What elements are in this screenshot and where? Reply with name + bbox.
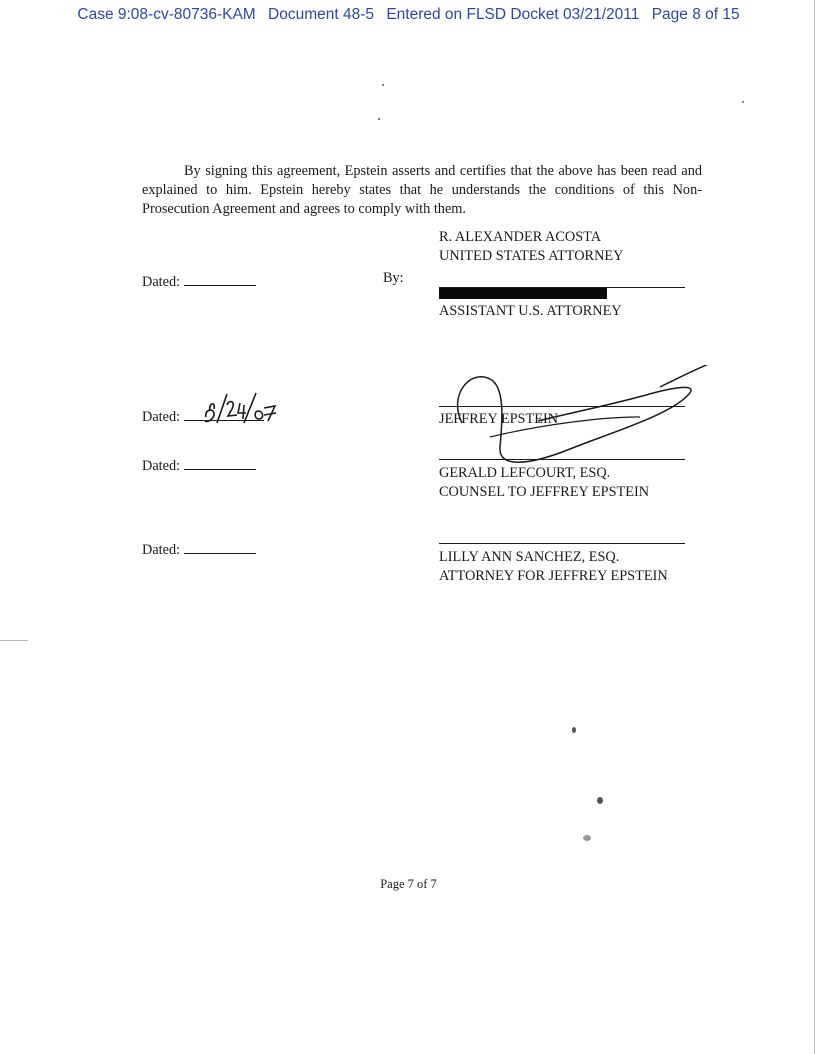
- redaction-bar: [439, 288, 607, 299]
- dated-line-ausa: [142, 273, 256, 291]
- scan-speck: [572, 727, 576, 733]
- dated-line-sanchez: [142, 541, 256, 559]
- docket-entry: Entered on FLSD Docket 03/21/2011: [386, 6, 640, 23]
- scan-edge-line: [814, 0, 815, 1054]
- lefcourt-name: GERALD LEFCOURT, ESQ.: [439, 465, 611, 481]
- us-attorney-block: [439, 228, 623, 266]
- acknowledgement-paragraph: By signing this agreement, Epstein asserts and certifies that the above has been read and explained to him. Epstein hereby states that he understands the conditions of this Non-Prosecution Agreement and agrees to comply with them.: [142, 163, 702, 217]
- scan-speck: [583, 835, 591, 841]
- date-blank: [184, 457, 256, 470]
- dated-label: Dated:: [142, 409, 181, 425]
- us-attorney-name: R. ALEXANDER ACOSTA: [439, 229, 602, 245]
- sanchez-title: ATTORNEY FOR JEFFREY EPSTEIN: [439, 568, 668, 584]
- date-blank: [184, 541, 256, 554]
- by-label: By:: [383, 270, 404, 286]
- scan-speck: [382, 84, 384, 86]
- lefcourt-title: COUNSEL TO JEFFREY EPSTEIN: [439, 484, 650, 500]
- dated-label: Dated:: [142, 274, 181, 290]
- sanchez-block: [439, 548, 668, 586]
- page-footer: Page 7 of 7: [380, 877, 437, 891]
- us-attorney-title: UNITED STATES ATTORNEY: [439, 248, 624, 264]
- date-blank: [184, 273, 256, 286]
- handwritten-date: [202, 391, 282, 425]
- dated-line-lefcourt: [142, 457, 256, 475]
- epstein-name: JEFFREY EPSTEIN: [439, 411, 559, 427]
- lefcourt-signature-line: [439, 459, 685, 460]
- sanchez-signature-line: [439, 543, 685, 544]
- docket-header: [0, 6, 817, 24]
- case-number: Case 9:08-cv-80736-KAM: [77, 6, 256, 23]
- ausa-title: ASSISTANT U.S. ATTORNEY: [439, 303, 622, 319]
- scan-speck: [378, 118, 380, 120]
- scan-mark: [0, 640, 28, 641]
- scan-speck: [597, 797, 603, 804]
- document-number: Document 48-5: [268, 6, 375, 23]
- dated-label: Dated:: [142, 542, 181, 558]
- sanchez-name: LILLY ANN SANCHEZ, ESQ.: [439, 549, 620, 565]
- scan-speck: [742, 101, 744, 103]
- dated-label: Dated:: [142, 458, 181, 474]
- lefcourt-block: [439, 464, 649, 502]
- docket-page-number: Page 8 of 15: [651, 6, 740, 23]
